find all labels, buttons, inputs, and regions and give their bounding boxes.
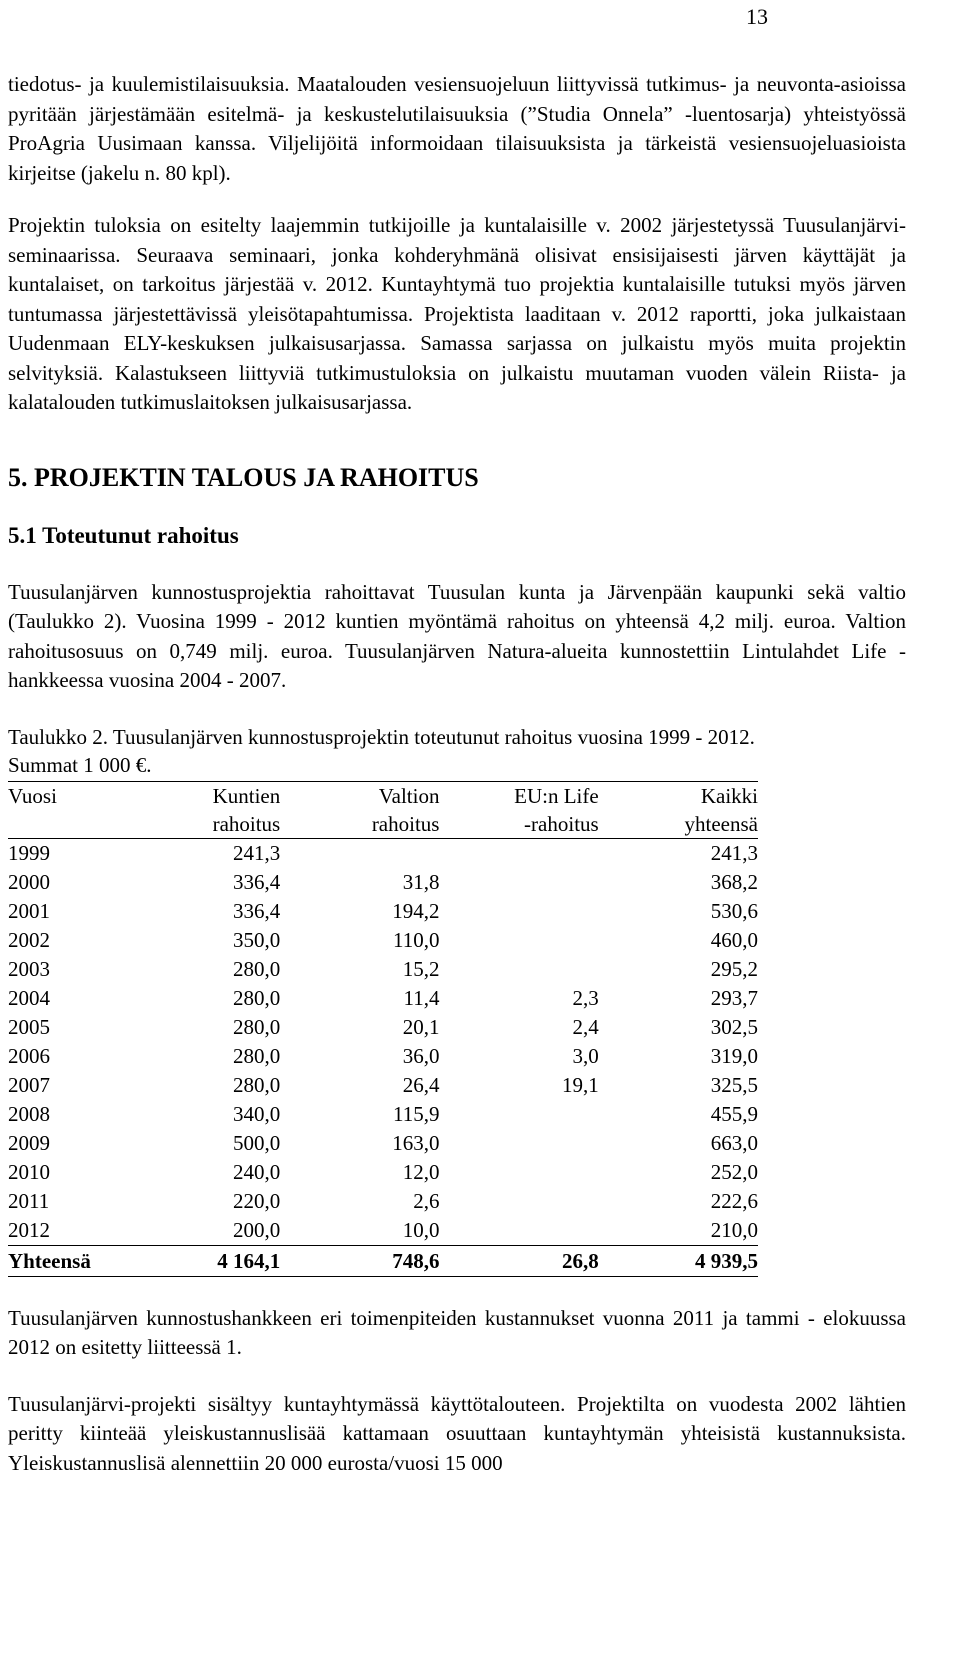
table-row: [8, 984, 758, 1013]
table-row: [8, 955, 758, 984]
cell-year: 1999: [8, 840, 50, 865]
cell-municipal: 280,0: [232, 1072, 281, 1097]
cell-year: 2000: [8, 869, 50, 894]
cell-total: 530,6: [710, 898, 758, 923]
cell-municipal: 280,0: [232, 1014, 281, 1039]
cell-state: 2,6: [413, 1188, 440, 1213]
total-label: Yhteensä: [8, 1245, 121, 1276]
header-municipal: Kuntien: [121, 781, 280, 810]
paragraph-overhead: Tuusulanjärvi-projekti sisältyy kuntayhtymässä käyttötalouteen. Projektilta on vuodesta 2002 lähtien peritty kiinteää yleiskustannuslisää kattamaan osuuttaan kuntayhtymän yhteisistä kustannuksista. Yleiskustannuslisä alennettiin 20 000 eurosta/vuosi 15 000: [8, 1391, 906, 1475]
header-state: Valtion: [280, 781, 439, 810]
cell-total: 302,5: [710, 1014, 758, 1039]
cell-eu: [439, 1100, 598, 1129]
table-row: [8, 1013, 758, 1042]
cell-eu: [439, 1187, 598, 1216]
cell-state: 26,4: [402, 1072, 440, 1097]
cell-total: 663,0: [710, 1130, 758, 1155]
cell-municipal: 200,0: [232, 1217, 281, 1242]
funding-table: [8, 781, 758, 1277]
cell-municipal: 220,0: [232, 1188, 281, 1213]
table-caption-units: Summat 1 000 €.: [8, 752, 152, 777]
cell-state: 20,1: [402, 1014, 440, 1039]
cell-total: 252,0: [710, 1159, 758, 1184]
total-municipal: 4 164,1: [121, 1245, 280, 1276]
header-eu: EU:n Life: [439, 781, 598, 810]
cell-municipal: 280,0: [232, 956, 281, 981]
cell-eu: 2,3: [572, 985, 599, 1010]
cell-year: 2007: [8, 1072, 50, 1097]
cell-year: 2001: [8, 898, 50, 923]
cell-year: 2004: [8, 985, 50, 1010]
cell-total: 293,7: [710, 985, 758, 1010]
cell-year: 2003: [8, 956, 50, 981]
table-row: [8, 926, 758, 955]
cell-state: 31,8: [402, 869, 440, 894]
paragraph-costs: Tuusulanjärven kunnostushankkeen eri toimenpiteiden kustannukset vuonna 2011 ja tammi - elokuussa 2012 on esitetty liitteessä 1.: [8, 1305, 906, 1359]
cell-state: [280, 838, 439, 868]
page-number: 13: [746, 4, 768, 29]
document-body: [8, 70, 906, 1478]
cell-year: 2006: [8, 1043, 50, 1068]
header-total-sub: yhteensä: [599, 810, 758, 839]
cell-state: 15,2: [402, 956, 440, 981]
header-eu-sub: -rahoitus: [439, 810, 598, 839]
table-row: [8, 1129, 758, 1158]
header-municipal-sub: rahoitus: [121, 810, 280, 839]
cell-municipal: 280,0: [232, 1043, 281, 1068]
cell-eu: 3,0: [572, 1043, 599, 1068]
cell-municipal: 336,4: [232, 898, 281, 923]
section-heading: 5. PROJEKTIN TALOUS JA RAHOITUS: [8, 462, 479, 492]
cell-year: 2008: [8, 1101, 50, 1126]
cell-year: 2009: [8, 1130, 50, 1155]
cell-total: 241,3: [710, 840, 758, 865]
cell-state: 110,0: [392, 927, 440, 952]
total-all: 4 939,5: [599, 1245, 758, 1276]
cell-state: 10,0: [402, 1217, 440, 1242]
cell-year: 2012: [8, 1217, 50, 1242]
paragraph-info-events: tiedotus- ja kuulemistilaisuuksia. Maatalouden vesiensuojeluun liittyvissä tutkimus- ja neuvonta-asioissa pyritään järjestämään esitelmä- ja keskustelutilaisuuksia (”Studia Onnela” -luentosarja) yhteistyössä ProAgria Uusimaan kanssa. Viljelijöitä informoidaan tilaisuuksista ja tärkeistä vesiensuojeluasioista kirjeitse (jakelu n. 80 kpl).: [8, 72, 906, 185]
cell-year: 2005: [8, 1014, 50, 1039]
table-row: [8, 868, 758, 897]
cell-eu: [439, 955, 598, 984]
cell-eu: [439, 838, 598, 868]
cell-total: 368,2: [710, 869, 758, 894]
cell-state: 11,4: [403, 985, 440, 1010]
cell-municipal: 336,4: [232, 869, 281, 894]
total-state: 748,6: [280, 1245, 439, 1276]
table-row: [8, 1100, 758, 1129]
total-row: [8, 1245, 758, 1276]
cell-state: 36,0: [402, 1043, 440, 1068]
cell-eu: [439, 1158, 598, 1187]
cell-total: 460,0: [710, 927, 758, 952]
total-eu: 26,8: [439, 1245, 598, 1276]
table-row: [8, 1071, 758, 1100]
table-row: [8, 1187, 758, 1216]
cell-eu: [439, 926, 598, 955]
cell-year: 2011: [8, 1188, 50, 1213]
cell-eu: 19,1: [561, 1072, 599, 1097]
cell-total: 325,5: [710, 1072, 758, 1097]
cell-municipal: 500,0: [232, 1130, 281, 1155]
table-row: [8, 1216, 758, 1246]
cell-municipal: 240,0: [232, 1159, 281, 1184]
cell-state: 163,0: [392, 1130, 440, 1155]
cell-total: 222,6: [710, 1188, 758, 1213]
cell-year: 2010: [8, 1159, 50, 1184]
table-body: [8, 838, 758, 1245]
cell-municipal: 241,3: [232, 840, 281, 865]
cell-total: 295,2: [710, 956, 758, 981]
cell-municipal: 340,0: [232, 1101, 281, 1126]
table-row: [8, 838, 758, 868]
cell-total: 319,0: [710, 1043, 758, 1068]
cell-eu: 2,4: [572, 1014, 599, 1039]
cell-state: 12,0: [402, 1159, 440, 1184]
table-caption: Taulukko 2. Tuusulanjärven kunnostusprojektin toteutunut rahoitus vuosina 1999 - 2012.: [8, 724, 755, 749]
cell-eu: [439, 1216, 598, 1246]
paragraph-results: Projektin tuloksia on esitelty laajemmin tutkijoille ja kuntalaisille v. 2002 järjestetyssä Tuusulanjärvi-seminaarissa. Seuraava seminaari, jonka kohderyhmänä olisivat ensisijaisesti järven käyttäjät ja kuntalaiset, on tarkoitus järjestää v. 2012. Kuntayhtymä tuo projektia kuntalaisille tutuksi myös järven tuntumassa järjestettävissä yleisötapahtumissa. Projektista laaditaan v. 2012 raportti, joka julkaistaan Uudenmaan ELY-keskuksen julkaisusarjassa. Samassa sarjassa on julkaistu myös muita projektin selvityksiä. Kalastukseen liittyviä tutkimustuloksia on julkaistu muutaman vuoden välein Riista- ja kalatalouden tutkimuslaitoksen julkaisusarjassa.: [8, 213, 906, 414]
header-total: Kaikki: [599, 781, 758, 810]
subsection-heading: 5.1 Toteutunut rahoitus: [8, 522, 239, 548]
cell-municipal: 350,0: [232, 927, 281, 952]
table-row: [8, 897, 758, 926]
cell-state: 194,2: [392, 898, 440, 923]
cell-total: 455,9: [710, 1101, 758, 1126]
paragraph-funding: Tuusulanjärven kunnostusprojektia rahoittavat Tuusulan kunta ja Järvenpään kaupunki sekä valtio (Taulukko 2). Vuosina 1999 - 2012 kuntien myöntämä rahoitus on yhteensä 4,2 milj. euroa. Valtion rahoitusosuus on 0,749 milj. euroa. Tuusulanjärven Natura-alueita kunnostettiin Lintulahdet Life -hankkeessa vuosina 2004 - 2007.: [8, 579, 906, 692]
cell-eu: [439, 1129, 598, 1158]
table-row: [8, 1158, 758, 1187]
table-row: [8, 1042, 758, 1071]
header-state-sub: rahoitus: [280, 810, 439, 839]
cell-eu: [439, 868, 598, 897]
cell-state: 115,9: [392, 1101, 440, 1126]
cell-eu: [439, 897, 598, 926]
header-year: Vuosi: [8, 781, 121, 810]
cell-total: 210,0: [710, 1217, 758, 1242]
cell-municipal: 280,0: [232, 985, 281, 1010]
cell-year: 2002: [8, 927, 50, 952]
